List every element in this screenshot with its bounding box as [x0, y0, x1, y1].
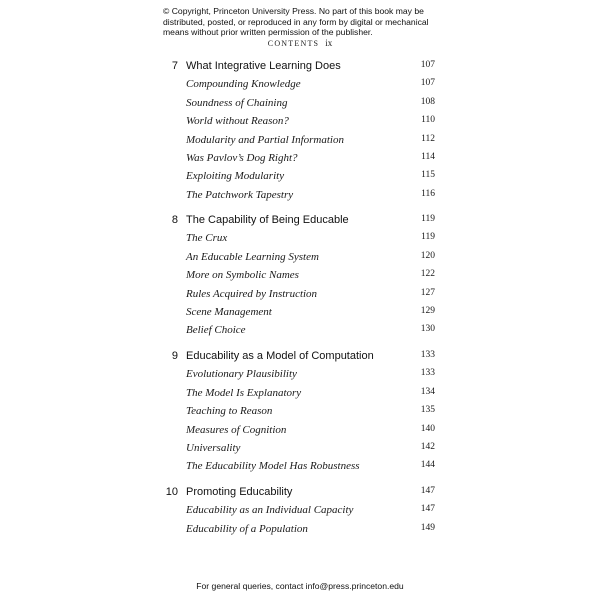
section-page-number: 134: [420, 386, 435, 397]
toc-section-row: [0, 269, 600, 287]
section-page-number: 133: [420, 368, 435, 379]
section-page-number: 114: [421, 152, 435, 162]
section-title: Belief Choice: [186, 324, 246, 337]
section-page-number: 108: [420, 96, 435, 107]
chapter-number: 9: [171, 350, 178, 362]
section-title: Exploiting Modularity: [186, 170, 285, 183]
section-page-number: 142: [420, 442, 435, 452]
toc-section-row: [0, 115, 600, 133]
section-page-number: 110: [421, 115, 435, 126]
section-page-number: 147: [420, 504, 435, 515]
toc-chapter-row: [0, 214, 600, 232]
chapter-number: 7: [171, 60, 178, 72]
section-page-number: 135: [420, 405, 435, 416]
toc-section-row: [0, 152, 600, 170]
toc-chapter-row: [0, 486, 600, 504]
toc-section-row: [0, 189, 600, 207]
section-page-number: 130: [420, 324, 435, 335]
toc-section-row: [0, 523, 600, 541]
section-page-number: 112: [421, 133, 435, 144]
toc-section-row: [0, 424, 600, 442]
chapter-page-number: 107: [420, 60, 435, 70]
chapter-number: 10: [165, 486, 178, 498]
toc-chapter-row: [0, 350, 600, 368]
toc-section-row: [0, 251, 600, 269]
section-title: Soundness of Chaining: [186, 96, 288, 109]
section-page-number: 107: [420, 78, 435, 89]
copyright-notice: © Copyright, Princeton University Press. No part of this book may be distributed, posted, or reproduced in any form by digital or mechanical means without prior written permission of the publisher.: [163, 6, 429, 38]
chapter-page-number: 133: [420, 350, 435, 360]
section-title: Scene Management: [186, 306, 272, 318]
section-title: The Educability Model Has Robustness: [186, 460, 360, 473]
chapter-page-number: 119: [421, 214, 435, 224]
toc-section-row: [0, 170, 600, 188]
toc-section-row: [0, 405, 600, 423]
section-page-number: 122: [420, 269, 435, 280]
section-title: The Patchwork Tapestry: [186, 188, 294, 201]
section-page-number: 140: [420, 423, 435, 434]
toc-section-row: [0, 368, 600, 386]
section-title: An Educable Learning System: [186, 250, 319, 263]
section-title: Compounding Knowledge: [186, 78, 301, 91]
toc-section-row: [0, 288, 600, 306]
toc-section-row: [0, 78, 600, 96]
section-title: The Model Is Explanatory: [186, 386, 302, 399]
chapter-number: 8: [171, 214, 178, 226]
section-title: More on Symbolic Names: [186, 269, 299, 282]
running-head-page-number: ix: [325, 38, 333, 48]
toc-section-row: [0, 460, 600, 478]
section-title: Was Pavlov’s Dog Right?: [186, 152, 298, 164]
section-title: Teaching to Reason: [186, 405, 273, 418]
chapter-title: Educability as a Model of Computation: [186, 350, 374, 362]
section-title: The Crux: [186, 232, 228, 245]
toc-section-row: [0, 306, 600, 324]
running-head-label: CONTENTS: [267, 39, 320, 48]
toc-section-row: [0, 387, 600, 405]
toc-section-row: [0, 324, 600, 342]
toc-section-row: [0, 504, 600, 522]
section-page-number: 116: [421, 188, 435, 199]
section-page-number: 119: [421, 232, 435, 243]
section-page-number: 144: [420, 460, 435, 471]
section-title: Universality: [186, 442, 241, 454]
section-title: Evolutionary Plausibility: [186, 368, 297, 381]
toc-chapter-row: [0, 60, 600, 78]
section-title: Modularity and Partial Information: [186, 133, 344, 146]
chapter-title: What Integrative Learning Does: [186, 60, 341, 72]
footer-contact: For general queries, contact info@press.princeton.edu: [196, 581, 404, 591]
section-title: Rules Acquired by Instruction: [186, 287, 318, 300]
chapter-title: Promoting Educability: [186, 486, 293, 498]
section-title: Educability as an Individual Capacity: [186, 504, 354, 517]
section-page-number: 127: [420, 287, 435, 298]
section-page-number: 129: [420, 306, 435, 316]
toc-section-row: [0, 232, 600, 250]
section-title: World without Reason?: [186, 115, 289, 128]
section-page-number: 149: [420, 522, 435, 533]
chapter-page-number: 147: [420, 486, 435, 496]
toc-section-row: [0, 134, 600, 152]
chapter-title: The Capability of Being Educable: [186, 214, 349, 226]
section-page-number: 120: [420, 250, 435, 261]
section-title: Measures of Cognition: [186, 423, 287, 436]
section-title: Educability of a Population: [186, 522, 308, 535]
toc-section-row: [0, 97, 600, 115]
toc-section-row: [0, 442, 600, 460]
section-page-number: 115: [421, 170, 435, 181]
